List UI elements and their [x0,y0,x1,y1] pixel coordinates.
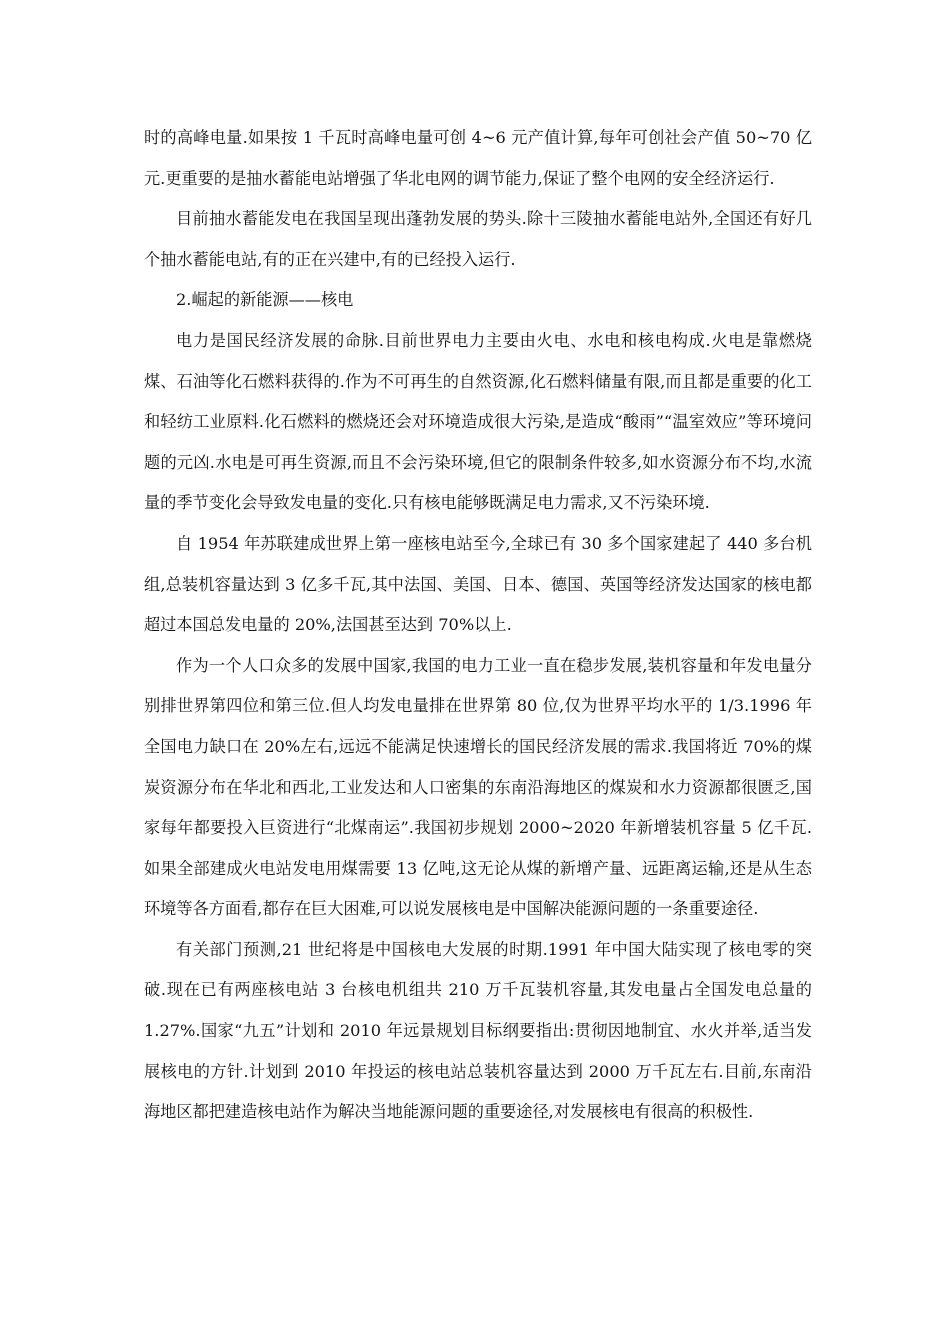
paragraph-pumped-storage-trend: 目前抽水蓄能发电在我国呈现出蓬勃发展的势头.除十三陵抽水蓄能电站外,全国还有好几个抽水蓄能电站,有的正在兴建中,有的已经投入运行. [144,209,812,269]
document-body [144,118,812,1133]
paragraph-china-nuclear-outlook: 有关部门预测,21 世纪将是中国核电大发展的时期.1991 年中国大陆实现了核电零的突破.现在已有两座核电站 3 台核电机组共 210 万千瓦装机容量,其发电量占全国发电总量的 1.27%.国家“九五”计划和 2010 年远景规划目标纲要指出:贯彻因地制宜、水火并举,适当发展核电的方针.计划到 2010 年投运的核电站总装机容量达到 2000 万千瓦左右.目前,东南沿海地区都把建造核电站作为解决当地能源问题的重要途径,对发展核电有很高的积极性. [144,939,812,1122]
paragraph-continuation: 时的高峰电量.如果按 1 千瓦时高峰电量可创 4~6 元产值计算,每年可创社会产值 50~70 亿元.更重要的是抽水蓄能电站增强了华北电网的调节能力,保证了整个电网的安全经济运行. [144,128,812,188]
section-heading-nuclear-power: 2.崛起的新能源——核电 [176,290,354,310]
paragraph-global-nuclear: 自 1954 年苏联建成世界上第一座核电站至今,全球已有 30 多个国家建起了 440 多台机组,总装机容量达到 3 亿多千瓦,其中法国、美国、日本、德国、英国等经济发达国家的核电都超过本国总发电量的 20%,法国甚至达到 70%以上. [144,533,812,635]
paragraph-china-power-industry: 作为一个人口众多的发展中国家,我国的电力工业一直在稳步发展,装机容量和年发电量分别排世界第四位和第三位.但人均发电量排在世界第 80 位,仅为世界平均水平的 1/3.1996 年全国电力缺口在 20%左右,远远不能满足快速增长的国民经济发展的需求.我国将近 70%的煤炭资源分布在华北和西北,工业发达和人口密集的东南沿海地区的煤炭和水力资源都很匮乏,国家每年都要投入巨资进行“北煤南运”.我国初步规划 2000~2020 年新增装机容量 5 亿千瓦.如果全部建成火电站发电用煤需要 13 亿吨,这无论从煤的新增产量、远距离运输,还是从生态环境等各方面看,都存在巨大困难,可以说发展核电是中国解决能源问题的一条重要途径. [144,655,812,919]
paragraph-electricity-sources: 电力是国民经济发展的命脉.目前世界电力主要由火电、水电和核电构成.火电是靠燃烧煤、石油等化石燃料获得的.作为不可再生的自然资源,化石燃料储量有限,而且都是重要的化工和轻纺工业原料.化石燃料的燃烧还会对环境造成很大污染,是造成“酸雨”“温室效应”等环境问题的元凶.水电是可再生资源,而且不会污染环境,但它的限制条件较多,如水资源分布不均,水流量的季节变化会导致发电量的变化.只有核电能够既满足电力需求,又不污染环境. [144,330,812,513]
